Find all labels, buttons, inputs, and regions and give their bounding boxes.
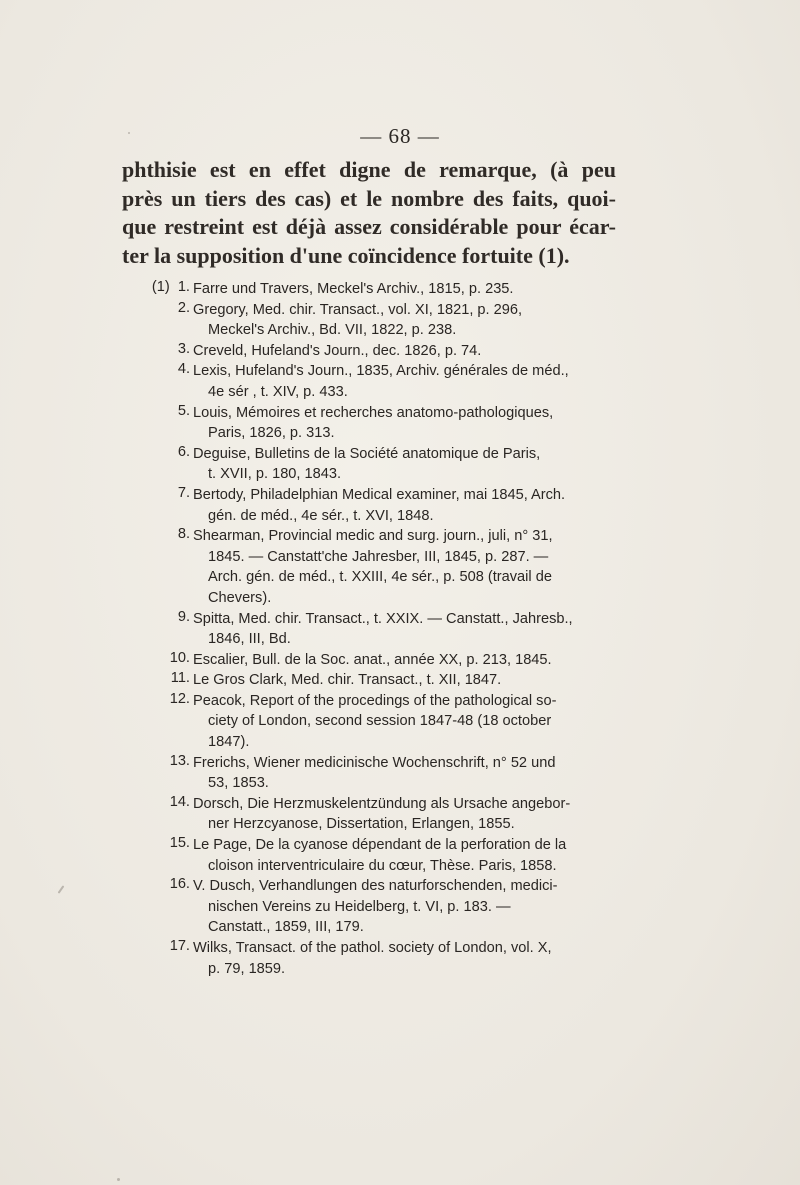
footnote-line: nischen Vereins zu Heidelberg, t. VI, p. 183. —	[208, 898, 511, 915]
footnote-line: Dorsch, Die Herzmuskelentzündung als Ursache angebor-	[193, 795, 571, 812]
footnote-item	[134, 300, 604, 341]
footnote-number: 12.	[169, 690, 190, 707]
footnote-item	[134, 691, 604, 753]
footnote-line: Louis, Mémoires et recherches anatomo-pathologiques,	[193, 404, 554, 421]
footnote-number: 9.	[177, 608, 190, 625]
footnote-item	[134, 938, 604, 979]
paper-speck	[117, 1178, 120, 1181]
footnote-line: Meckel's Archiv., Bd. VII, 1822, p. 238.	[208, 322, 457, 339]
footnote-item	[134, 753, 604, 794]
body-line: ter la supposition d'une coïncidence fortuite (1).	[122, 242, 570, 268]
footnote-line: Lexis, Hufeland's Journ., 1835, Archiv. générales de méd.,	[193, 363, 569, 380]
footnote-line: Le Page, De la cyanose dépendant de la perforation de la	[193, 837, 567, 854]
footnote-item	[134, 794, 604, 835]
footnote-item	[134, 526, 604, 608]
footnote-number: 5.	[177, 402, 190, 419]
footnote-number: 3.	[177, 340, 190, 357]
footnote-line: Deguise, Bulletins de la Société anatomique de Paris,	[193, 445, 541, 462]
footnote-line: 53, 1853.	[208, 775, 269, 792]
footnote-item	[134, 279, 604, 300]
footnote-line: 4e sér , t. XIV, p. 433.	[208, 383, 348, 400]
footnote-number: 14.	[169, 793, 190, 810]
footnote-number: 11.	[170, 670, 190, 687]
footnote-line: 1847).	[208, 734, 250, 751]
footnote-line: Gregory, Med. chir. Transact., vol. XI, 1821, p. 296,	[193, 301, 523, 318]
footnote-item	[134, 444, 604, 485]
footnote-item	[134, 670, 604, 691]
footnote-line: Farre und Travers, Meckel's Archiv., 1815, p. 235.	[193, 281, 514, 297]
footnote-item	[134, 835, 604, 876]
footnote-item	[134, 341, 604, 362]
footnote-item	[134, 650, 604, 671]
footnote-number: 13.	[169, 752, 190, 769]
footnotes	[134, 279, 604, 979]
footnote-line: Spitta, Med. chir. Transact., t. XXIX. — Canstatt., Jahresb.,	[193, 610, 573, 627]
footnote-item	[134, 609, 604, 650]
footnote-line: Shearman, Provincial medic and surg. journ., juli, n° 31,	[193, 528, 553, 545]
footnote-line: ciety of London, second session 1847-48 (18 october	[208, 713, 552, 730]
paper-speck	[58, 885, 65, 894]
footnote-number: (1) 1.	[151, 279, 190, 295]
footnote-item	[134, 403, 604, 444]
paper-speck	[128, 132, 130, 134]
footnote-line: cloison interventriculaire du cœur, Thèse. Paris, 1858.	[208, 857, 557, 874]
footnote-number: 4.	[177, 361, 190, 378]
footnote-item	[134, 361, 604, 402]
body-paragraph	[122, 156, 616, 270]
footnote-number: 6.	[177, 443, 190, 460]
footnote-line: Arch. gén. de méd., t. XXIII, 4e sér., p. 508 (travail de	[208, 569, 552, 586]
footnote-line: Wilks, Transact. of the pathol. society of London, vol. X,	[193, 940, 552, 956]
footnote-item	[134, 876, 604, 938]
body-line: près un tiers des cas) et le nombre des faits, quoi-	[122, 185, 616, 211]
body-line: que restreint est déjà assez considérable pour écar-	[122, 214, 616, 239]
footnote-line: 1846, III, Bd.	[208, 631, 291, 648]
footnote-line: 1845. — Canstatt'che Jahresber, III, 1845, p. 287. —	[208, 548, 549, 565]
footnote-line: gén. de méd., 4e sér., t. XVI, 1848.	[208, 507, 434, 524]
body-line: phthisie est en effet digne de remarque, (à peu	[122, 157, 616, 182]
footnote-line: Chevers).	[208, 589, 272, 606]
footnote-line: Frerichs, Wiener medicinische Wochenschrift, n° 52 und	[193, 754, 556, 771]
footnote-line: t. XVII, p. 180, 1843.	[208, 466, 342, 483]
footnote-line: ner Herzcyanose, Dissertation, Erlangen, 1855.	[208, 816, 515, 833]
footnote-number: 2.	[177, 299, 190, 316]
footnote-line: Le Gros Clark, Med. chir. Transact., t. XII, 1847.	[193, 672, 502, 689]
footnote-number: 10.	[169, 649, 190, 666]
footnote-line: Paris, 1826, p. 313.	[208, 425, 335, 442]
footnote-line: Creveld, Hufeland's Journ., dec. 1826, p. 74.	[193, 342, 482, 359]
footnote-line: Canstatt., 1859, III, 179.	[208, 919, 364, 936]
footnote-number: 17.	[169, 938, 190, 954]
footnote-line: V. Dusch, Verhandlungen des naturforschenden, medici-	[193, 878, 558, 895]
footnote-item	[134, 485, 604, 526]
footnote-line: p. 79, 1859.	[208, 960, 286, 977]
footnote-number: 16.	[169, 876, 190, 893]
page-number: — 68 —	[360, 124, 440, 148]
footnote-number: 8.	[177, 526, 190, 543]
footnote-line: Peacok, Report of the procedings of the pathological so-	[193, 692, 557, 709]
footnote-number: 7.	[177, 484, 190, 501]
footnote-number: 15.	[169, 835, 190, 852]
footnote-line: Escalier, Bull. de la Soc. anat., année XX, p. 213, 1845.	[193, 651, 552, 668]
footnote-line: Bertody, Philadelphian Medical examiner, mai 1845, Arch.	[193, 486, 566, 503]
